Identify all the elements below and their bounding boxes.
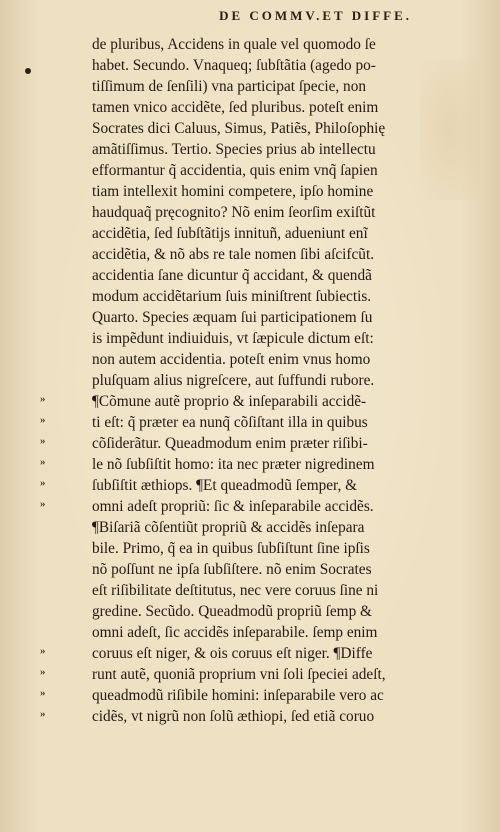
line-text: cõſiderãtur. Queadmodum enim præter riſibi- xyxy=(92,435,368,452)
text-line xyxy=(40,456,460,477)
text-line xyxy=(70,309,460,330)
text-line xyxy=(70,99,460,120)
text-line xyxy=(70,561,460,582)
line-text: nõ poſſunt ne ipſa ſubſiſtere. nõ enim Socrates xyxy=(92,561,372,578)
text-line xyxy=(40,645,460,666)
margin-quote-marker: » xyxy=(40,456,45,468)
line-text: accidẽtia, ſed ſubſtãtijs innituñ, adueniunt enĩ xyxy=(92,225,368,242)
text-line xyxy=(70,624,460,645)
text-line xyxy=(40,393,460,414)
line-text: omni adeſt propriũ: ſic & inſeparabile accidẽs. xyxy=(92,498,374,515)
line-text: habet. Secundo. Vnaqueq; ſubſtãtia (agedo po- xyxy=(92,57,376,74)
line-text: pluſquam alius nigreſcere, aut ſuffundi rubore. xyxy=(92,372,375,389)
line-text: amãtiſſimus. Tertio. Species prius ab intellectu xyxy=(92,141,376,158)
text-line xyxy=(70,330,460,351)
text-line xyxy=(70,267,460,288)
text-line xyxy=(70,120,460,141)
line-text: non autem accidentia. poteſt enim vnus homo xyxy=(92,351,371,368)
line-text: bile. Primo, q̃ ea in quibus ſubſiſtunt ſine ipſis xyxy=(92,540,370,557)
text-line xyxy=(70,246,460,267)
line-text: coruus eſt niger, & ois coruus eſt niger. ¶Diffe xyxy=(92,645,373,662)
text-line xyxy=(70,141,460,162)
text-line xyxy=(70,162,460,183)
text-line xyxy=(70,78,460,99)
line-text: eſt riſibilitate deſtitutus, nec vere coruus ſine ni xyxy=(92,582,379,599)
line-text: runt autẽ, quoniã proprium vni ſoli ſpeciei adeſt, xyxy=(92,666,386,683)
line-text: le nõ ſubſiſtit homo: ita nec præter nigredinem xyxy=(92,456,375,473)
text-line xyxy=(70,540,460,561)
line-text: de pluribus, Accidens in quale vel quomodo ſe xyxy=(92,36,376,53)
line-text: ti eſt: q̃ præter ea nunq̃ cõſiſtant illa in quibus xyxy=(92,414,368,431)
text-line xyxy=(70,582,460,603)
margin-quote-marker: » xyxy=(40,477,45,489)
line-text: efformantur q̃ accidentia, quis enim vnq̃ ſapien xyxy=(92,162,378,179)
margin-quote-marker: » xyxy=(40,645,45,657)
margin-quote-marker: » xyxy=(40,687,45,699)
text-line xyxy=(40,687,460,708)
line-text: is impẽdunt indiuiduis, vt ſæpicule dictum eſt: xyxy=(92,330,374,347)
text-line xyxy=(70,351,460,372)
line-text: modum accidẽtarium ſuis miniſtrent ſubiectis. xyxy=(92,288,372,305)
line-text: ¶Biſariã cõſentiũt propriũ & accidẽs inſepara xyxy=(92,519,365,536)
line-text: Quarto. Species æquam ſui participationem ſu xyxy=(92,309,373,326)
line-text: accidẽtia, & nõ abs re tale nomen ſibi aſcifcũt. xyxy=(92,246,375,263)
running-head: DE COMMV.ET DIFFE. xyxy=(219,8,412,23)
text-line xyxy=(70,288,460,309)
text-line xyxy=(70,57,460,78)
text-line xyxy=(40,666,460,687)
text-line xyxy=(70,225,460,246)
line-text: omni adeſt, ſic accidẽs inſeparabile. ſemp enim xyxy=(92,624,378,641)
text-line xyxy=(70,603,460,624)
text-line xyxy=(70,36,460,57)
margin-quote-marker: » xyxy=(40,435,45,447)
margin-quote-marker: » xyxy=(40,498,45,510)
line-text: tiam intellexit homini competere, ipſo homine xyxy=(92,183,374,200)
text-line xyxy=(70,519,460,540)
line-text: queadmodũ riſibile homini: inſeparabile vero ac xyxy=(92,687,384,704)
line-text: ¶Cõmune autẽ proprio & inſeparabili accidẽ- xyxy=(92,393,367,410)
line-text: accidentia ſane dicuntur q̃ accidant, & quendã xyxy=(92,267,372,284)
line-text: haudquaq̃ pręcognito? Nõ enim ſeorſim exiſtũt xyxy=(92,204,376,221)
margin-quote-marker: » xyxy=(40,414,45,426)
line-text: Socrates dici Caluus, Simus, Patiẽs, Philoſophię xyxy=(92,120,386,137)
text-line xyxy=(40,498,460,519)
line-text: ſubſiſtit æthiops. ¶Et queadmodũ ſemper, & xyxy=(92,477,358,494)
text-line xyxy=(70,204,460,225)
text-line xyxy=(70,183,460,204)
text-line xyxy=(70,372,460,393)
line-text: tiſſimum de ſenſili) vna participat ſpecie, non xyxy=(92,78,366,95)
line-text: tamen vnico accidẽte, ſed pluribus. poteſt enim xyxy=(92,99,379,116)
text-line xyxy=(40,708,460,729)
text-line xyxy=(40,477,460,498)
margin-quote-marker: » xyxy=(40,708,45,720)
margin-quote-marker: » xyxy=(40,666,45,678)
line-text: cidẽs, vt nigrũ non ſolũ æthiopi, ſed etiã coruo xyxy=(92,708,375,725)
ink-dot-mark xyxy=(25,68,31,74)
text-line xyxy=(40,414,460,435)
text-line xyxy=(40,435,460,456)
line-text: gredine. Secũdo. Queadmodũ propriũ ſemp & xyxy=(92,603,372,620)
margin-quote-marker: » xyxy=(40,393,45,405)
text-block xyxy=(40,36,460,729)
